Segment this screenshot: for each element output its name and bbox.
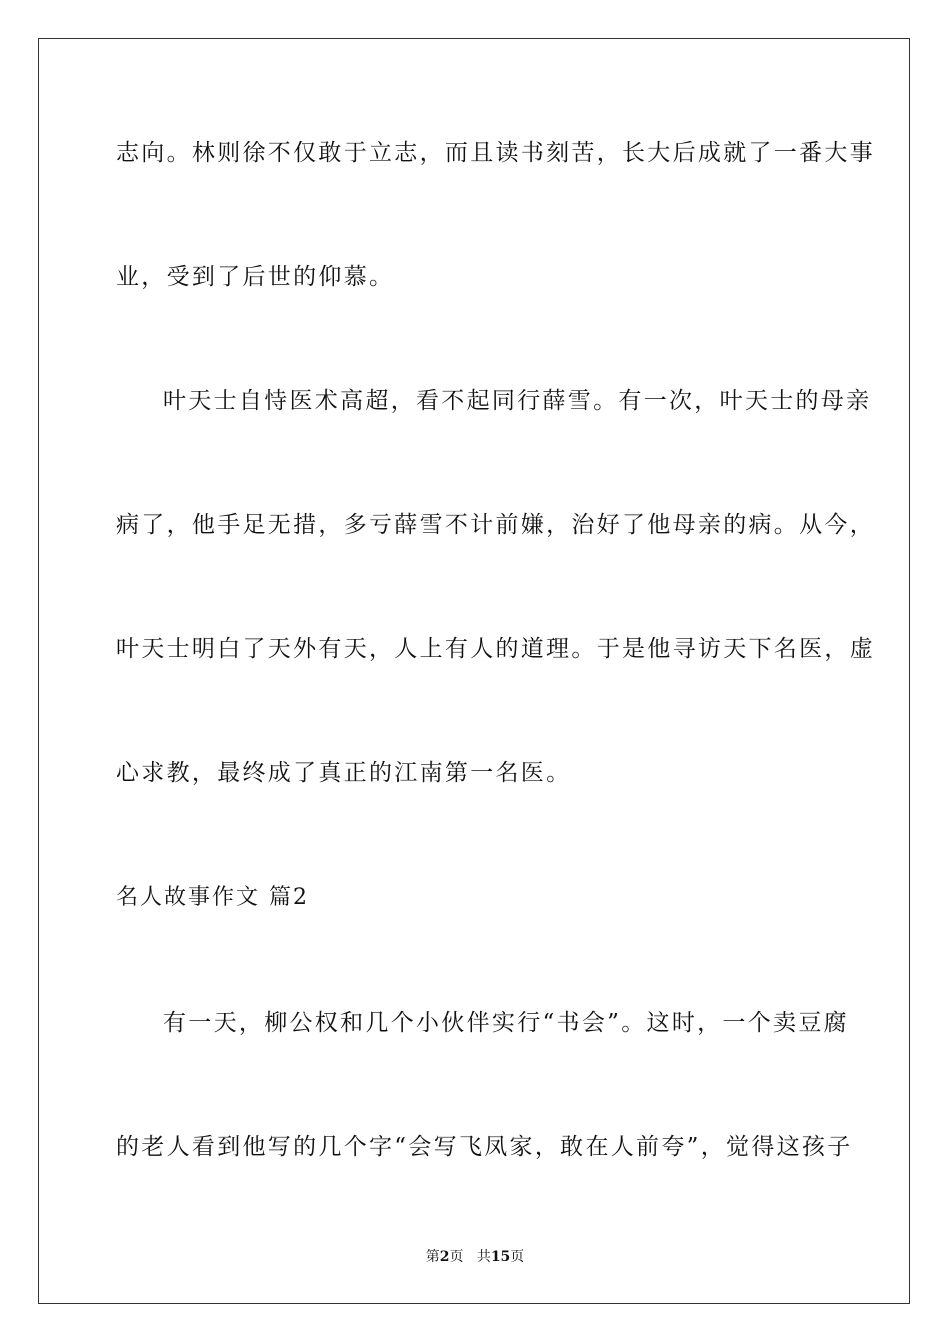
text-line-3: 叶天士自恃医术高超，看不起同行薛雪。有一次，叶天士的母亲 [163,388,872,414]
section-heading: 名人故事作文 篇2 [116,885,309,910]
footer-page-number: 2 [439,1249,450,1265]
text-line-1: 志向。林则徐不仅敢于立志，而且读书刻苦，长大后成就了一番大事 [116,140,875,166]
text-line-7: 有一天，柳公权和几个小伙伴实行“书会”。这时，一个卖豆腐 [163,1010,849,1036]
text-line-8: 的老人看到他写的几个字“会写飞凤家，敢在人前夸”，觉得这孩子 [116,1134,853,1160]
footer-total-pages: 15 [490,1249,511,1265]
footer-page-prefix: 第 [425,1249,440,1265]
footer-total-suffix: 页 [510,1249,525,1265]
text-line-2: 业，受到了后世的仰慕。 [116,264,395,290]
page-footer [0,1248,950,1266]
text-line-4: 病了，他手足无措，多亏薛雪不计前嫌，治好了他母亲的病。从今， [116,512,875,538]
text-line-6: 心求教，最终成了真正的江南第一名医。 [116,760,572,786]
footer-page-suffix: 页 [449,1249,464,1265]
page-border [38,38,910,1304]
footer-total-prefix: 共 [476,1249,491,1265]
text-line-5: 叶天士明白了天外有天，人上有人的道理。于是他寻访天下名医，虚 [116,636,875,662]
